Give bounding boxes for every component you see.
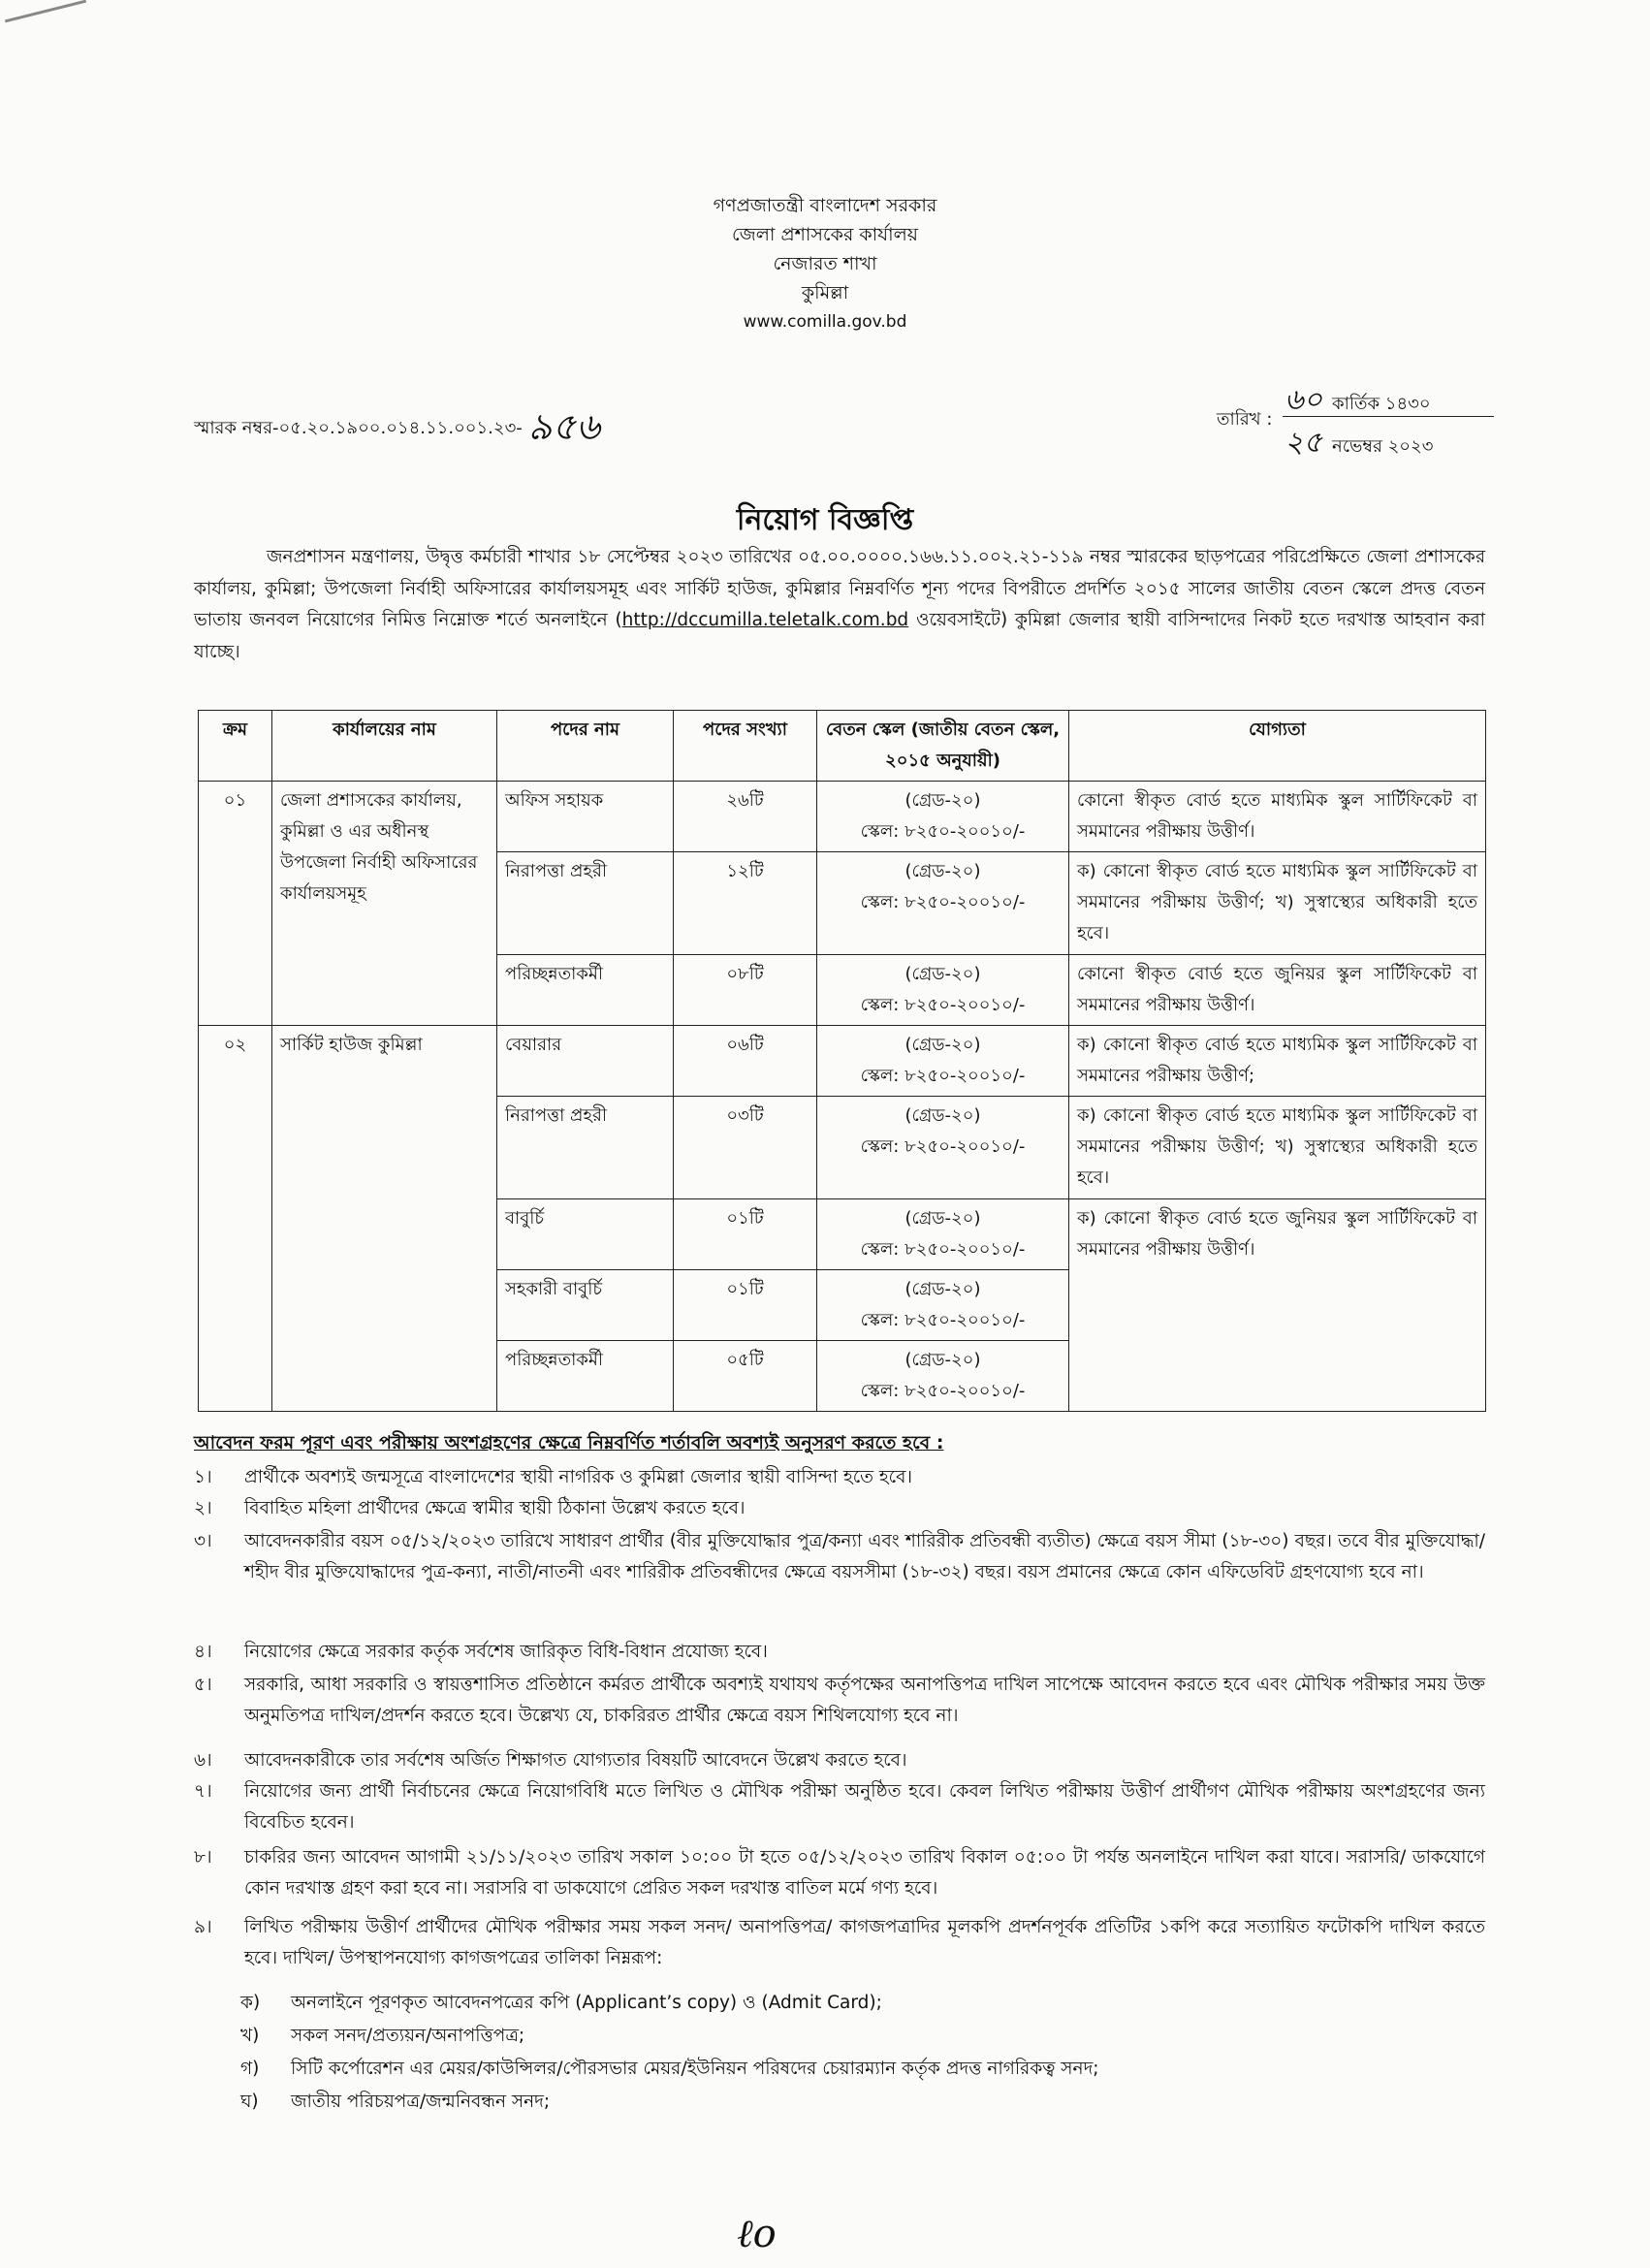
pay-cell: [817, 1341, 1069, 1412]
condition-text: সরকারি, আধা সরকারি ও স্বায়ত্তশাসিত প্রতিষ্ঠানে কর্মরত প্রার্থীকে অবশ্যই যথাযথ কর্তৃপক্ষের অনাপত্তিপত্র দাখিল সাপেক্ষে আবেদন করতে হবে এবং মৌখিক পরীক্ষার সময় উক্ত অনুমতিপত্র দাখিল/প্রদর্শন করতে হবে। উল্লেখ্য যে, চাকরিরত প্রার্থীর ক্ষেত্রে বয়স শিথিলযোগ্য হবে না।: [244, 1675, 1485, 1726]
condition-number: ৪।: [194, 1642, 212, 1662]
count-cell: ০৩টি: [674, 1097, 817, 1199]
count-cell: ০৮টি: [674, 955, 817, 1026]
serial-cell: ০২: [199, 1026, 272, 1412]
district-name: কুমিল্লা: [801, 282, 849, 303]
pay-cell: [817, 1026, 1069, 1097]
memo-number: [194, 399, 600, 461]
date-label: তারিখ :: [1217, 409, 1273, 430]
count-cell: ২৬টি: [674, 782, 817, 852]
scale: স্কেল: ৮২৫০-২০০১০/-: [860, 892, 1026, 912]
condition-text: নিয়োগের জন্য প্রার্থী নির্বাচনের ক্ষেত্রে নিয়োগবিধি মতে লিখিত ও মৌখিক পরীক্ষা অনুষ্ঠিত হবে। কেবল লিখিত পরীক্ষায় উত্তীর্ণ প্রার্থীগণ মৌখিক পরীক্ষায় অংশগ্রহণের জন্য বিবেচিত হবেন।: [244, 1781, 1485, 1833]
grade: (গ্রেড-২০): [904, 1208, 981, 1229]
post-cell: পরিচ্ছন্নতাকর্মী: [497, 1341, 674, 1412]
condition-text: বিবাহিত মহিলা প্রার্থীদের ক্ষেত্রে স্বামীর স্থায়ী ঠিকানা উল্লেখ করতে হবে।: [244, 1498, 746, 1518]
memo-handwritten: ৯৫৬: [527, 405, 600, 448]
post-cell: বাবুর্চি: [497, 1199, 674, 1270]
vacancy-table: [198, 710, 1486, 1412]
count-cell: ০৬টি: [674, 1026, 817, 1097]
scale: স্কেল: ৮২৫০-২০০১০/-: [860, 1136, 1026, 1157]
grade: (গ্রেড-২০): [904, 1105, 981, 1126]
intro-text-2: ওয়েবসাইটে) কুমিল্লা জেলার স্থায়ী বাসিন্দাদের নিকট হতে দরখাস্ত আহবান করা যাচ্ছে।: [194, 610, 1485, 662]
document-item: [240, 2087, 550, 2118]
memo-text: স্মারক নম্বর-০৫.২০.১৯০০.০১৪.১১.০০১.২৩-: [194, 418, 523, 438]
qualification-cell: কোনো স্বীকৃত বোর্ড হতে জুনিয়র স্কুল সার্টিফিকেট বা সমমানের পরীক্ষায় উত্তীর্ণ।: [1069, 955, 1486, 1026]
post-cell: সহকারী বাবুর্চি: [497, 1270, 674, 1341]
col-post: পদের নাম: [497, 711, 674, 782]
date-en-day: ২৫: [1285, 426, 1322, 460]
date-en-rest: নভেম্বর ২০২৩: [1331, 436, 1434, 457]
document-item: [240, 2021, 524, 2052]
letterhead: [0, 191, 1650, 336]
date-divider: [1283, 416, 1494, 417]
pay-cell: [817, 955, 1069, 1026]
qualification-cell: কোনো স্বীকৃত বোর্ড হতে মাধ্যমিক স্কুল সার্টিফিকেট বা সমমানের পরীক্ষায় উত্তীর্ণ।: [1069, 782, 1486, 852]
page-title: নিয়োগ বিজ্ঞপ্তি: [736, 503, 914, 537]
post-cell: পরিচ্ছন্নতাকর্মী: [497, 955, 674, 1026]
qualification-cell: ক) কোনো স্বীকৃত বোর্ড হতে মাধ্যমিক স্কুল সার্টিফিকেট বা সমমানের পরীক্ষায় উত্তীর্ণ; খ) সুস্বাস্থ্যের অধিকারী হতে হবে।: [1069, 852, 1486, 955]
date-english: [1285, 419, 1433, 468]
document-number: গ): [240, 2059, 260, 2079]
col-count: পদের সংখ্যা: [674, 711, 817, 782]
qualification-cell: ক) কোনো স্বীকৃত বোর্ড হতে মাধ্যমিক স্কুল সার্টিফিকেট বা সমমানের পরীক্ষায় উত্তীর্ণ; খ) সুস্বাস্থ্যের অধিকারী হতে হবে।: [1069, 1097, 1486, 1199]
scale: স্কেল: ৮২৫০-২০০১০/-: [860, 1066, 1026, 1086]
section-name: নেজারত শাখা: [773, 253, 877, 274]
office-cell: সার্কিট হাউজ কুমিল্লা: [272, 1026, 497, 1412]
qualification-cell: ক) কোনো স্বীকৃত বোর্ড হতে জুনিয়র স্কুল সার্টিফিকেট বা সমমানের পরীক্ষায় উত্তীর্ণ।: [1069, 1199, 1486, 1412]
office-name: জেলা প্রশাসকের কার্যালয়: [732, 224, 918, 245]
document-text: সকল সনদ/প্রত্যয়ন/অনাপত্তিপত্র;: [291, 2026, 525, 2046]
document-item: [240, 1988, 882, 2019]
pay-cell: [817, 1199, 1069, 1270]
scale: স্কেল: ৮২৫০-২০০১০/-: [860, 821, 1026, 842]
condition-number: ৮।: [194, 1847, 212, 1868]
pay-cell: [817, 782, 1069, 852]
condition-number: ৬।: [194, 1750, 212, 1771]
table-row: [199, 782, 1486, 852]
grade: (গ্রেড-২০): [904, 1035, 981, 1055]
serial-cell: ০১: [199, 782, 272, 1026]
count-cell: ০১টি: [674, 1199, 817, 1270]
intro-text-1: জনপ্রশাসন মন্ত্রণালয়, উদ্বৃত্ত কর্মচারী শাখার ১৮ সেপ্টেম্বর ২০২৩ তারিখের ০৫.০০.০০০০.১৬৬.১১.০০২.২১-১১৯ নম্বর স্মারকের ছাড়পত্রের পরিপ্রেক্ষিতে জেলা প্রশাসকের কার্যালয়, কুমিল্লা; উপজেলা নির্বাহী অফিসারের কার্যালয়সমূহ এবং সার্কিট হাউজ, কুমিল্লার নিম্নবর্ণিত শূন্য পদের বিপরীতে প্রদর্শিত ২০১৫ সালের জাতীয় বেতন স্কেলে প্রদত্ত বেতন ভাতায় জনবল নিয়োগের নিমিত্ত নিম্নোক্ত শর্তে অনলাইনে (: [194, 547, 1485, 630]
condition-text: লিখিত পরীক্ষায় উত্তীর্ণ প্রার্থীদের মৌখিক পরীক্ষার সময় সকল সনদ/ অনাপত্তিপত্র/ কাগজপত্রাদির মূলকপি প্রদর্শনপূর্বক প্রতিটির ১কপি করে সত্যায়িত ফটোকপি দাখিল করতে হবে। দাখিল/ উপস্থাপনযোগ্য কাগজপত্রের তালিকা নিম্নরূপ:: [244, 1917, 1485, 1968]
col-pay-scale: বেতন স্কেল (জাতীয় বেতন স্কেল, ২০১৫ অনুযায়ী): [817, 711, 1069, 782]
qualification-cell: ক) কোনো স্বীকৃত বোর্ড হতে মাধ্যমিক স্কুল সার্টিফিকেট বা সমমানের পরীক্ষায় উত্তীর্ণ;: [1069, 1026, 1486, 1097]
count-cell: ১২টি: [674, 852, 817, 955]
condition-text: প্রার্থীকে অবশ্যই জন্মসূত্রে বাংলাদেশের স্থায়ী নাগরিক ও কুমিল্লা জেলার স্থায়ী বাসিন্দা হতে হবে।: [244, 1467, 912, 1487]
document-text: সিটি কর্পোরেশন এর মেয়র/কাউন্সিলর/পৌরসভার মেয়র/ইউনিয়ন পরিষদের চেয়ারম্যান কর্তৃক প্রদত্ত নাগরিকত্ব সনদ;: [291, 2059, 1099, 2079]
conditions-heading: আবেদন ফরম পূরণ এবং পরীক্ষায় অংশগ্রহণের ক্ষেত্রে নিম্নবর্ণিত শর্তাবলি অবশ্যই অনুসরণ করতে হবে :: [194, 1432, 944, 1453]
post-cell: নিরাপত্তা প্রহরী: [497, 852, 674, 955]
post-cell: বেয়ারার: [497, 1026, 674, 1097]
pay-cell: [817, 1097, 1069, 1199]
grade: (গ্রেড-২০): [904, 1350, 981, 1370]
condition-number: ৩।: [194, 1531, 212, 1551]
condition-text: আবেদনকারীর বয়স ০৫/১২/২০২৩ তারিখে সাধারণ প্রার্থীর (বীর মুক্তিযোদ্ধার পুত্র/কন্যা এবং শারিরীক প্রতিবন্ধী ব্যতীত) ক্ষেত্রে বয়স সীমা (১৮-৩০) বছর। তবে বীর মুক্তিযোদ্ধা/শহীদ বীর মুক্তিযোদ্ধাদের পুত্র-কন্যা, নাতী/নাতনী এবং শারিরীক প্রতিবন্ধীদের ক্ষেত্রে বয়সসীমা (১৮-৩২) বছর। বয়স প্রমানের ক্ষেত্রে কোন এফিডেবিট গ্রহণযোগ্য হবে না।: [244, 1531, 1485, 1582]
col-qualification: যোগ্যতা: [1069, 711, 1486, 782]
date-bangla-day: ৬০: [1285, 383, 1323, 417]
condition-number: ৫।: [194, 1675, 212, 1695]
condition-text: নিয়োগের ক্ষেত্রে সরকার কর্তৃক সর্বশেষ জারিকৃত বিধি-বিধান প্রযোজ্য হবে।: [244, 1642, 768, 1662]
document-number: খ): [240, 2026, 260, 2046]
count-cell: ০৫টি: [674, 1341, 817, 1412]
condition-text: আবেদনকারীকে তার সর্বশেষ অর্জিত শিক্ষাগত যোগ্যতার বিষয়টি আবেদনে উল্লেখ করতে হবে।: [244, 1750, 907, 1771]
count-cell: ০১টি: [674, 1270, 817, 1341]
post-cell: অফিস সহায়ক: [497, 782, 674, 852]
website: www.comilla.gov.bd: [743, 312, 907, 332]
pay-cell: [817, 852, 1069, 955]
grade: (গ্রেড-২০): [904, 964, 981, 984]
scale: স্কেল: ৮২৫০-২০০১০/-: [860, 1239, 1026, 1260]
col-serial: ক্রম: [199, 711, 272, 782]
grade: (গ্রেড-২০): [904, 861, 981, 881]
condition-number: ১।: [194, 1467, 212, 1487]
condition-number: ৭।: [194, 1781, 212, 1802]
scale: স্কেল: ৮২৫০-২০০১০/-: [860, 1310, 1026, 1330]
document-number: ঘ): [240, 2092, 259, 2112]
condition-number: ৯।: [194, 1917, 212, 1937]
condition-number: ২।: [194, 1498, 212, 1518]
intro-paragraph: [194, 542, 1485, 668]
post-cell: নিরাপত্তা প্রহরী: [497, 1097, 674, 1199]
pay-cell: [817, 1270, 1069, 1341]
document-text: অনলাইনে পূরণকৃত আবেদনপত্রের কপি (Applicant’s copy) ও (Admit Card);: [291, 1993, 882, 2013]
scale: স্কেল: ৮২৫০-২০০১০/-: [860, 995, 1026, 1015]
application-url[interactable]: http://dccumilla.teletalk.com.bd: [621, 610, 909, 630]
grade: (গ্রেড-২০): [904, 1279, 981, 1299]
office-cell: জেলা প্রশাসকের কার্যালয়, কুমিল্লা ও এর অধীনস্থ উপজেলা নির্বাহী অফিসারের কার্যালয়সমূহ: [272, 782, 497, 1026]
govt-name: গণপ্রজাতন্ত্রী বাংলাদেশ সরকার: [713, 195, 937, 216]
document-item: [240, 2054, 1099, 2085]
pen-mark: [5, 0, 86, 22]
condition-text: চাকরির জন্য আবেদন আগামী ২১/১১/২০২৩ তারিখ সকাল ১০:০০ টা হতে ০৫/১২/২০২৩ তারিখ বিকাল ০৫:০০ টা পর্যন্ত অনলাইনে দাখিল করা যাবে। সরাসরি/ ডাকযোগে কোন দরখাস্ত গ্রহণ করা হবে না। সরাসরি বা ডাকযোগে প্রেরিত সকল দরখাস্ত বাতিল মর্মে গণ্য হবে।: [244, 1847, 1485, 1899]
signature: ℓo: [737, 2212, 777, 2256]
scale: স্কেল: ৮২৫০-২০০১০/-: [860, 1381, 1026, 1401]
grade: (গ্রেড-২০): [904, 790, 981, 811]
col-office: কার্যালয়ের নাম: [272, 711, 497, 782]
table-header-row: [199, 711, 1486, 782]
document-number: ক): [240, 1993, 261, 2013]
document-text: জাতীয় পরিচয়পত্র/জন্মনিবন্ধন সনদ;: [291, 2092, 551, 2112]
date-bangla-rest: কার্তিক ১৪৩০: [1332, 394, 1431, 414]
table-row: [199, 1026, 1486, 1097]
